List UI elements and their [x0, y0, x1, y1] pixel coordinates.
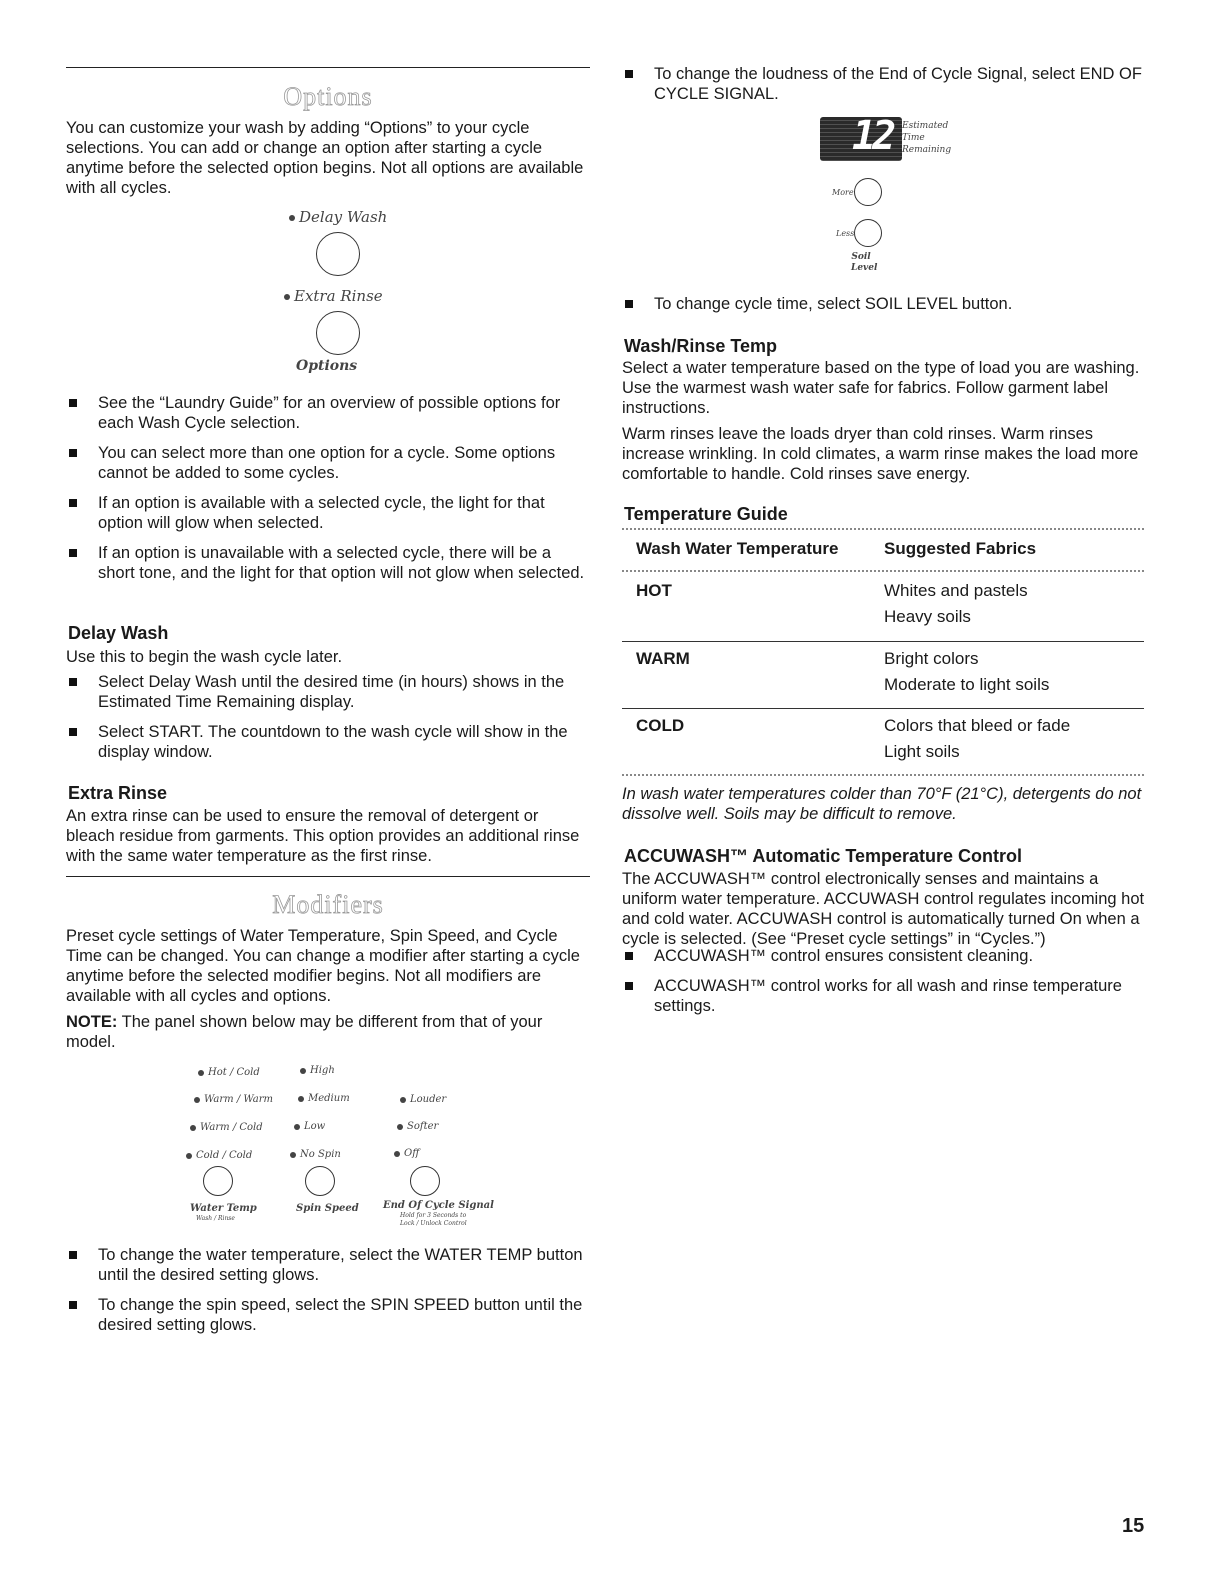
modifiers-title: Modifiers — [272, 890, 384, 919]
less-label: Less — [836, 229, 855, 238]
page-number: 15 — [1122, 1515, 1145, 1537]
list-item: To change the water temperature, select the WATER TEMP button until the desired setting glows. — [66, 1245, 586, 1285]
indicator-light-icon — [289, 215, 295, 221]
temp-cell: HOT — [636, 581, 672, 600]
fabric-cell: Bright colors Moderate to light soils — [884, 649, 1050, 694]
signal-option: Louder — [400, 1094, 446, 1105]
options-caption: Options — [296, 358, 358, 374]
table-row — [622, 713, 1144, 773]
table-row-divider — [622, 641, 1144, 642]
table-top-rule — [622, 528, 1144, 530]
list-item: To change the spin speed, select the SPIN SPEED button until the desired setting glows. — [66, 1295, 586, 1335]
soil-more-button[interactable] — [854, 178, 882, 206]
fabric-cell: Colors that bleed or fade Light soils — [884, 716, 1071, 761]
list-item: Select Delay Wash until the desired time (in hours) shows in the Estimated Time Remaining display. — [66, 672, 586, 712]
temperature-guide-heading: Temperature Guide — [624, 504, 788, 524]
options-bullet-list — [66, 393, 586, 583]
end-of-cycle-signal-button[interactable] — [410, 1166, 440, 1196]
temp-option: Hot / Cold — [198, 1067, 260, 1078]
soil-level-label: Soil Level — [851, 252, 878, 273]
table-row-divider — [622, 708, 1144, 709]
temperature-guide-table — [622, 537, 1144, 567]
options-title: Options — [283, 82, 373, 111]
modifiers-intro: Preset cycle settings of Water Temperature, Spin Speed, and Cycle Time can be changed. You can change a modifier after starting a cycle anytime before the selected modifier begins. Not all modifiers are available with all cycles and options. — [66, 927, 580, 1005]
accuwash-bullet-list — [622, 946, 1142, 1016]
end-of-cycle-sub1: Hold for 3 Seconds to — [400, 1212, 467, 1219]
indicator-light-icon — [290, 1152, 296, 1158]
indicator-light-icon — [194, 1097, 200, 1103]
wash-rinse-p2: Warm rinses leave the loads dryer than cold rinses. Warm rinses increase wrinkling. In cold climates, a warm rinse makes the load more comfortable to handle. Cold rinses save energy. — [622, 425, 1139, 483]
indicator-light-icon — [284, 294, 290, 300]
list-item: If an option is unavailable with a selected cycle, there will be a short tone, and the light for that option will not glow when selected. — [66, 543, 586, 583]
spin-speed-button[interactable] — [305, 1166, 335, 1196]
temp-cell: COLD — [636, 716, 685, 735]
signal-option: Softer — [397, 1121, 438, 1132]
modifiers-top-rule — [66, 876, 590, 877]
list-item: To change the loudness of the End of Cycle Signal, select END OF CYCLE SIGNAL. — [622, 64, 1142, 104]
indicator-light-icon — [300, 1068, 306, 1074]
extra-rinse-label: Extra Rinse — [284, 287, 383, 305]
table-header-row — [622, 537, 1144, 567]
more-label: More — [832, 188, 854, 197]
water-temp-caption: Water Temp — [190, 1203, 257, 1214]
list-item: If an option is available with a selected cycle, the light for that option will glow when selected. — [66, 493, 586, 533]
delay-wash-button[interactable] — [316, 232, 360, 276]
end-of-cycle-sub2: Lock / Unlock Control — [400, 1220, 467, 1227]
list-item: See the “Laundry Guide” for an overview of possible options for each Wash Cycle selection. — [66, 393, 586, 433]
column-header: Wash Water Temperature — [636, 539, 839, 558]
spin-speed-caption: Spin Speed — [296, 1203, 359, 1214]
note-label: NOTE: — [66, 1013, 118, 1031]
list-item: ACCUWASH™ control ensures consistent cleaning. — [622, 946, 1142, 966]
temp-option: Warm / Cold — [190, 1122, 263, 1133]
temp-cell: WARM — [636, 649, 690, 668]
extra-rinse-heading: Extra Rinse — [68, 783, 168, 803]
soil-bullet-list — [622, 294, 1142, 314]
modifiers-bullet-list — [66, 1245, 586, 1335]
soil-less-button[interactable] — [854, 219, 882, 247]
fabric-cell: Whites and pastels Heavy soils — [884, 581, 1028, 626]
water-temp-sub: Wash / Rinse — [196, 1215, 235, 1222]
temp-option: Warm / Warm — [194, 1094, 273, 1105]
column-header: Suggested Fabrics — [884, 539, 1037, 558]
indicator-light-icon — [294, 1124, 300, 1130]
accuwash-text: The ACCUWASH™ control electronically senses and maintains a uniform water temperature. ACCUWASH control regulates incoming hot and cold water. ACCUWASH control is automatically turned On when a cycle is selected. (See “Preset cycle settings” in “Cycles.”) — [622, 870, 1145, 948]
extra-rinse-text: An extra rinse can be used to ensure the removal of detergent or bleach residue from garments. This option provides an additional rinse with the same water temperature as the first rinse. — [66, 807, 580, 865]
indicator-light-icon — [298, 1096, 304, 1102]
table-bottom-rule — [622, 774, 1144, 776]
table-row — [622, 578, 1144, 638]
temp-option: Cold / Cold — [186, 1150, 252, 1161]
signal-option: Off — [394, 1148, 419, 1159]
spin-option: No Spin — [290, 1149, 341, 1160]
indicator-light-icon — [397, 1124, 403, 1130]
list-item: To change cycle time, select SOIL LEVEL button. — [622, 294, 1142, 314]
display-digits: 12 — [852, 113, 893, 159]
spin-option: High — [300, 1065, 335, 1076]
wash-rinse-p1: Select a water temperature based on the type of load you are washing. Use the warmest wash water safe for fabrics. Follow garment label instructions. — [622, 359, 1140, 417]
list-item: You can select more than one option for a cycle. Some options cannot be added to some cycles. — [66, 443, 586, 483]
list-item: Select START. The countdown to the wash cycle will show in the display window. — [66, 722, 586, 762]
signal-bullet-list — [622, 64, 1142, 104]
water-temp-button[interactable] — [203, 1166, 233, 1196]
accuwash-heading: ACCUWASH™ Automatic Temperature Control — [624, 846, 1023, 866]
indicator-light-icon — [394, 1151, 400, 1157]
temperature-note: In wash water temperatures colder than 70°F (21°C), detergents do not dissolve well. Soils may be difficult to remove. — [622, 785, 1142, 823]
indicator-light-icon — [186, 1153, 192, 1159]
indicator-light-icon — [190, 1125, 196, 1131]
modifiers-note — [66, 1012, 590, 1052]
delay-wash-label: Delay Wash — [289, 208, 387, 226]
options-intro: You can customize your wash by adding “Options” to your cycle selections. You can add or change an option after starting a cycle anytime before the selected option begins. Not all options are available with all cycles. — [66, 119, 584, 197]
delay-wash-bullet-list — [66, 672, 586, 762]
indicator-light-icon — [198, 1070, 204, 1076]
indicator-light-icon — [400, 1097, 406, 1103]
extra-rinse-button[interactable] — [316, 311, 360, 355]
spin-option: Low — [294, 1121, 325, 1132]
delay-wash-heading: Delay Wash — [68, 623, 169, 643]
table-row — [622, 646, 1144, 706]
spin-option: Medium — [298, 1093, 350, 1104]
table-header-rule — [622, 570, 1144, 572]
list-item: ACCUWASH™ control works for all wash and rinse temperature settings. — [622, 976, 1142, 1016]
end-of-cycle-caption: End Of Cycle Signal — [383, 1200, 494, 1211]
note-text: The panel shown below may be different from that of your model. — [66, 1013, 543, 1051]
display-label: Estimated Time Remaining — [902, 121, 952, 155]
wash-rinse-heading: Wash/Rinse Temp — [624, 336, 778, 356]
options-top-rule — [66, 67, 590, 68]
delay-wash-text: Use this to begin the wash cycle later. — [66, 648, 343, 666]
